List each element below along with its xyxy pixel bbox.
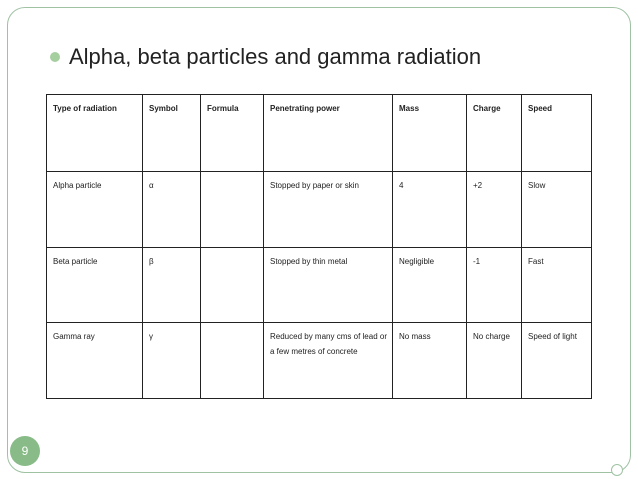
header-charge: Charge (467, 95, 522, 172)
cell-penetrating-power: Reduced by many cms of lead or a few metres of concrete (264, 323, 393, 399)
cell-formula (201, 171, 264, 247)
radiation-table (46, 94, 592, 399)
cell-penetrating-power: Stopped by thin metal (264, 247, 393, 323)
cell-mass: No mass (393, 323, 467, 399)
header-speed: Speed (522, 95, 592, 172)
cell-mass: 4 (393, 171, 467, 247)
cell-symbol: β (143, 247, 201, 323)
cell-speed: Fast (522, 247, 592, 323)
header-type: Type of radiation (47, 95, 143, 172)
table-row (47, 247, 592, 323)
header-formula: Formula (201, 95, 264, 172)
corner-ring-icon (611, 464, 623, 476)
cell-symbol: α (143, 171, 201, 247)
cell-symbol: γ (143, 323, 201, 399)
bullet-dot-icon (50, 52, 60, 62)
table-row (47, 323, 592, 399)
cell-charge: +2 (467, 171, 522, 247)
bullet-line (50, 44, 481, 70)
cell-penetrating-power: Stopped by paper or skin (264, 171, 393, 247)
slide-heading: Alpha, beta particles and gamma radiation (69, 44, 482, 69)
table-row (47, 171, 592, 247)
cell-charge: No charge (467, 323, 522, 399)
cell-type: Gamma ray (47, 323, 143, 399)
cell-speed: Speed of light (522, 323, 592, 399)
cell-mass: Negligible (393, 247, 467, 323)
cell-charge: -1 (467, 247, 522, 323)
cell-speed: Slow (522, 171, 592, 247)
page-number-badge: 9 (10, 436, 40, 466)
cell-type: Beta particle (47, 247, 143, 323)
header-penetrating-power: Penetrating power (264, 95, 393, 172)
table-header-row (47, 95, 592, 172)
header-symbol: Symbol (143, 95, 201, 172)
cell-formula (201, 323, 264, 399)
cell-type: Alpha particle (47, 171, 143, 247)
cell-formula (201, 247, 264, 323)
header-mass: Mass (393, 95, 467, 172)
